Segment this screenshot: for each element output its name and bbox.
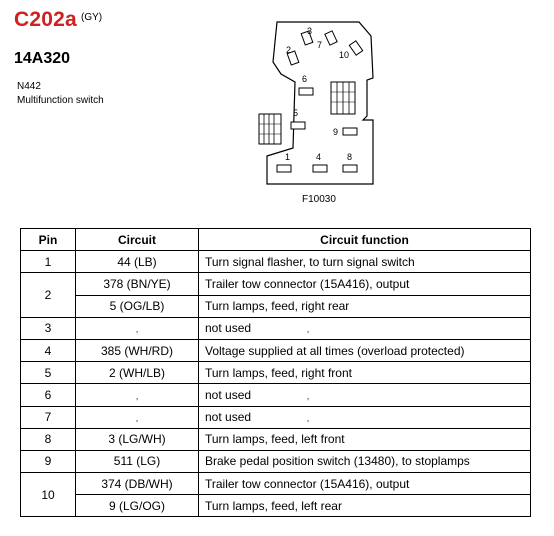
pin-cell: 5 [21,362,76,384]
table-row [21,473,531,495]
function-cell [199,406,531,428]
circuit-cell [76,406,199,428]
cavity-label: 9 [333,127,339,137]
figure-id: F10030 [302,194,336,205]
table-row [21,295,531,317]
connector-id: N442 [17,81,41,92]
connector-title: C202a [14,8,77,31]
function-cell: Turn lamps, feed, left front [199,428,531,450]
header-circuit: Circuit [76,229,199,251]
table-row [21,362,531,384]
function-cell: Turn lamps, feed, right front [199,362,531,384]
function-mark: ‚ [307,324,310,335]
pinout-table [20,228,531,517]
function-text: not used [205,387,252,402]
header-circuit-function: Circuit function [199,229,531,251]
table-row [21,495,531,517]
circuit-cell: 2 (WH/LB) [76,362,199,384]
circuit-cell [76,384,199,406]
table-row [21,251,531,273]
circuit-mark: ‚ [136,324,138,335]
function-cell: Trailer tow connector (15A416), output [199,473,531,495]
function-text: not used [205,321,252,336]
pin-cell: 6 [21,384,76,406]
table-row [21,384,531,406]
pin-cell: 1 [21,251,76,273]
circuit-mark: ‚ [136,413,138,424]
circuit-cell: 378 (BN/YE) [76,273,199,295]
cavity-label: 5 [293,108,299,118]
table-row [21,450,531,472]
cavity-label: 7 [317,40,323,50]
function-cell: Turn lamps, feed, right rear [199,295,531,317]
header-pin: Pin [21,229,76,251]
connector-latch-left [259,114,281,144]
table-row [21,428,531,450]
connector-description: Multifunction switch [17,95,104,106]
circuit-cell [76,317,199,339]
function-cell: Voltage supplied at all times (overload protected) [199,339,531,361]
table-row [21,406,531,428]
table-row [21,339,531,361]
cavity-label: 6 [302,74,308,84]
function-cell [199,317,531,339]
cavity-label: 2 [286,45,292,55]
pin-cell: 2 [21,273,76,317]
table-row [21,317,531,339]
circuit-cell: 374 (DB/WH) [76,473,199,495]
circuit-cell: 385 (WH/RD) [76,339,199,361]
function-cell: Turn signal flasher, to turn signal switch [199,251,531,273]
function-cell: Trailer tow connector (15A416), output [199,273,531,295]
cavity-label: 1 [285,152,291,162]
circuit-cell: 9 (LG/OG) [76,495,199,517]
circuit-mark: ‚ [136,390,138,401]
pin-cell: 8 [21,428,76,450]
pin-cell: 9 [21,450,76,472]
function-mark: ‚ [307,390,310,401]
circuit-cell: 3 (LG/WH) [76,428,199,450]
circuit-cell: 44 (LB) [76,251,199,273]
connector-face-diagram [255,18,385,198]
pin-cell: 3 [21,317,76,339]
pin-cell: 10 [21,473,76,517]
function-mark: ‚ [307,413,310,424]
cavity-label: 4 [316,152,322,162]
function-cell: Brake pedal position switch (13480), to stoplamps [199,450,531,472]
part-number: 14A320 [14,50,71,67]
function-text: not used [205,410,252,425]
connector-color-code: (GY) [81,12,103,23]
cavity-label: 3 [307,26,313,36]
circuit-cell: 5 (OG/LB) [76,295,199,317]
function-cell [199,384,531,406]
table-row [21,273,531,295]
pin-cell: 7 [21,406,76,428]
cavity-label: 10 [339,50,350,60]
connector-latch-right [331,82,355,114]
function-cell: Turn lamps, feed, left rear [199,495,531,517]
pin-cell: 4 [21,339,76,361]
table-header-row [21,229,531,251]
cavity-label: 8 [347,152,353,162]
circuit-cell: 511 (LG) [76,450,199,472]
